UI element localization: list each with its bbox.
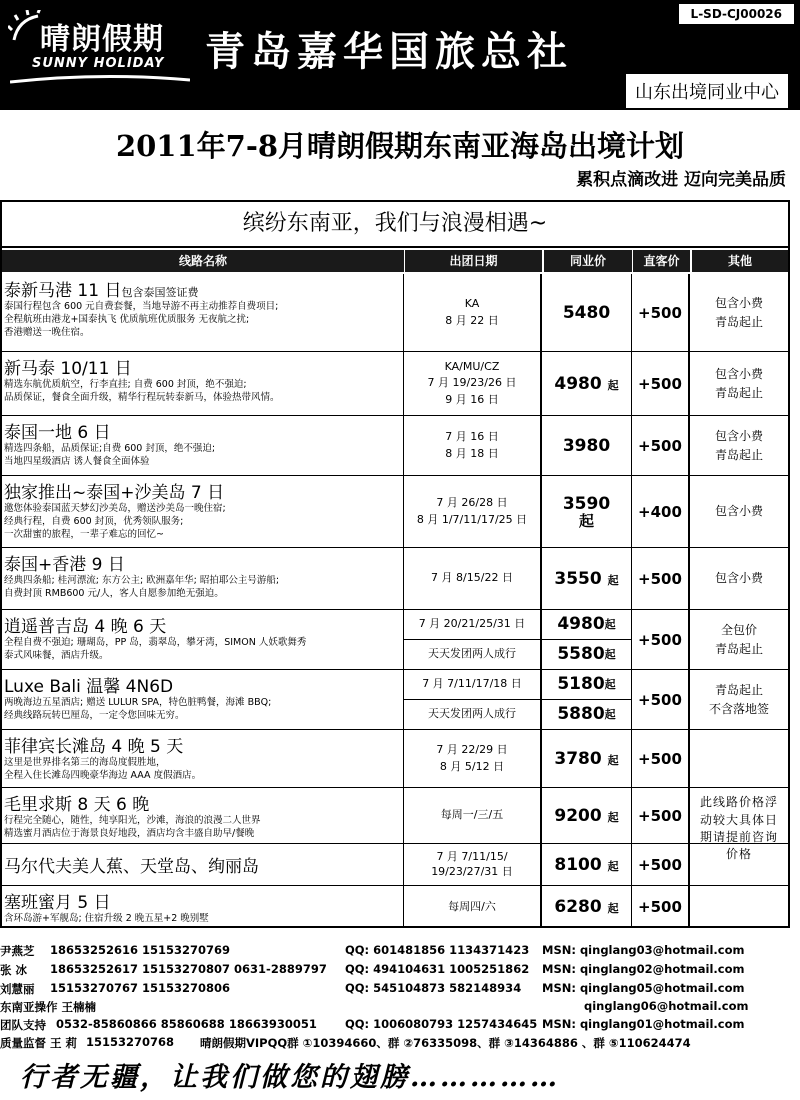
contact-msn: qinglang06@hotmail.com [584, 999, 749, 1013]
date-text: 7 月 16 日 [445, 430, 499, 443]
route-desc: 全程自费不强迫; 珊瑚岛，PP 岛，翡翠岛，攀牙湾，SIMON 人妖歌舞秀 [4, 637, 307, 648]
other-text: 青岛起止 [714, 385, 763, 400]
trade-price: 9200 起 [554, 805, 619, 826]
route-title: 马尔代夫美人蕉、天堂岛、绚丽岛 [4, 857, 259, 877]
route-table [0, 200, 790, 928]
contact-msn: MSN: qinglang05@hotmail.com [542, 981, 745, 995]
date-text: KA [464, 297, 480, 310]
table-row [2, 610, 788, 670]
date-cell [404, 416, 542, 475]
other-text: 包含小费 [714, 504, 763, 519]
other-text: 青岛起止 [714, 641, 763, 656]
date-text: 7 月 7/11/15/ [436, 850, 508, 864]
date-cell [404, 730, 542, 787]
route-cell [2, 670, 404, 729]
table-row [2, 548, 788, 610]
trade-price: 5180 起 [542, 670, 631, 700]
trade-price: 3780 起 [554, 748, 619, 769]
contact-msn: MSN: qinglang01@hotmail.com [542, 1017, 745, 1031]
price-cell [542, 788, 632, 843]
column-header-other: 其他 [692, 250, 788, 272]
sunny-holiday-logo [8, 6, 188, 86]
date-text: 9 月 16 日 [445, 392, 499, 406]
route-desc: 香港赠送一晚住宿。 [4, 326, 90, 338]
trade-price: 6280 起 [554, 897, 619, 917]
price-cell [542, 730, 632, 787]
price-cell [542, 476, 632, 547]
date-cell [404, 844, 542, 885]
route-desc: 两晚海边五星酒店; 赠送 LULUR SPA，特色脏鸭餐，海滩 BBQ; [4, 697, 272, 708]
route-desc: 精选蜜月酒店位于海景良好地段，酒店均含丰盛自助早/餐晚 [4, 827, 255, 839]
table-row [2, 886, 788, 928]
contact-name: 质量监督 王 莉 [0, 1036, 78, 1050]
contact-phones: 15153270768 [86, 1035, 175, 1049]
quality-slogan: 累积点滴改进 迈向完美品质 [576, 170, 786, 190]
direct-price: +500 [632, 274, 690, 351]
direct-price: +400 [632, 476, 690, 547]
direct-price: +500 [632, 788, 690, 843]
price-cell [542, 844, 632, 885]
contact-name: 张 冰 [0, 963, 28, 977]
route-cell [2, 274, 404, 351]
other-cell [690, 476, 788, 547]
date-text: 8 月 18 日 [445, 446, 499, 460]
trade-price: 5580 起 [557, 644, 616, 665]
other-text: 青岛起止 [714, 447, 763, 462]
date-text: 7 月 26/28 日 [436, 496, 508, 509]
date-cell [404, 352, 542, 415]
other-text: 包含小费 [714, 571, 763, 586]
other-cell [690, 352, 788, 415]
table-row [2, 844, 788, 886]
table-row [2, 670, 788, 730]
trade-price: 3550 起 [554, 568, 619, 589]
date-text: 天天发团两人成行 [428, 647, 516, 660]
date-text: 7 月 8/15/22 日 [431, 571, 513, 585]
route-title: 泰国+香港 9 日 [4, 555, 125, 575]
date-cell [404, 548, 542, 609]
route-title: 菲律宾长滩岛 4 晚 5 天 [4, 737, 184, 757]
route-desc: 经典行程，自费 600 封顶，优秀领队服务; [4, 515, 184, 527]
trade-price: 4980 起 [554, 373, 619, 394]
route-cell [2, 844, 404, 885]
route-title: 新马泰 10/11 日 [4, 359, 132, 379]
contact-list [0, 941, 800, 1053]
contact-qq: 晴朗假期VIPQQ群 ①10394660、群 ②76335098、群 ③14364886 、群 ⑤110624474 [200, 1036, 691, 1050]
route-title: 独家推出~泰国+沙美岛 7 日 [4, 483, 225, 503]
route-title: 塞班蜜月 5 日 [4, 893, 111, 913]
table-banner: 缤纷东南亚，我们与浪漫相遇~ [2, 202, 788, 248]
other-text: 青岛起止 [714, 314, 763, 329]
date-cell [404, 788, 542, 843]
date-cell [404, 670, 542, 729]
other-cell [690, 416, 788, 475]
date-text: 每周四/六 [448, 899, 496, 913]
route-desc: 一次甜蜜的旅程，一辈子难忘的回忆~ [4, 528, 164, 540]
price-suffix: 起 [578, 512, 594, 530]
route-cell [2, 548, 404, 609]
contact-msn: MSN: qinglang02@hotmail.com [542, 962, 745, 976]
price-cell [542, 416, 632, 475]
price-cell [542, 352, 632, 415]
direct-price: +500 [632, 352, 690, 415]
contact-phones: 18653252616 15153270769 [50, 943, 231, 957]
price-cell [542, 610, 632, 669]
route-desc: 当地四星级酒店 诱人餐食全面体验 [4, 455, 150, 467]
date-text: 8 月 22 日 [445, 313, 499, 327]
route-cell [2, 886, 404, 928]
route-desc: 行程完全随心，随性，纯享阳光，沙滩，海浪的浪漫二人世界 [4, 815, 261, 826]
date-text: KA/MU/CZ [444, 359, 500, 373]
column-header-trade-price: 同业价 [544, 250, 632, 272]
date-cell [404, 886, 542, 928]
date-text: 7 月 19/23/26 日 [427, 376, 517, 390]
route-desc: 这里是世界排名第三的海岛度假胜地， [4, 757, 166, 768]
date-cell [404, 610, 542, 669]
route-title: 逍遥普吉岛 4 晚 6 天 [4, 617, 167, 637]
date-text: 8 月 1/7/11/17/25 日 [416, 512, 528, 526]
other-cell [690, 610, 788, 669]
route-desc: 自费封顶 RMB600 元/人，客人自愿参加绝无强迫。 [4, 587, 224, 599]
route-cell [2, 476, 404, 547]
contact-phones: 18653252617 15153270807 0631-2889797 [50, 962, 327, 976]
column-header-direct-price: 直客价 [633, 250, 690, 272]
header-band [0, 0, 800, 110]
direct-price: +500 [632, 730, 690, 787]
trade-price: 3980 [562, 435, 611, 456]
logo-english-text: SUNNY HOLIDAY [32, 56, 165, 71]
other-cell [690, 274, 788, 351]
route-title: 毛里求斯 8 天 6 晚 [4, 795, 150, 815]
route-desc: 全程航班由港龙+国泰执飞 优质航班优质服务 无夜航之扰; [4, 313, 250, 325]
footer-slogan: 行者无疆，让我们做您的翅膀…………… [20, 1062, 560, 1093]
column-header-route: 线路名称 [2, 250, 404, 272]
date-cell [404, 476, 542, 547]
other-text: 包含小费 [714, 428, 763, 443]
route-desc: 品质保证，餐食全面升级，精华行程玩转泰新马，体验热带风情。 [4, 391, 280, 403]
date-text: 7 月 20/21/25/31 日 [404, 610, 540, 640]
route-desc: 精选四条船，品质保证;自费 600 封顶，绝不强迫; [4, 443, 216, 454]
route-desc: 经典四条船; 桂河漂流; 东方公主; 欧洲嘉年华; 昭拍耶公主号游船; [4, 575, 280, 586]
price-cell [542, 548, 632, 609]
price-cell [542, 274, 632, 351]
contact-name: 刘慧丽 [0, 982, 35, 996]
direct-price: +500 [632, 610, 690, 669]
direct-price: +500 [632, 548, 690, 609]
date-text: 19/23/27/31 日 [431, 864, 513, 878]
business-center: 山东出境同业中心 [626, 74, 788, 108]
other-text: 全包价 [720, 622, 757, 637]
swoosh-icon [10, 72, 190, 86]
route-cell [2, 788, 404, 843]
route-title: 泰国一地 6 日 [4, 423, 111, 443]
date-text: 7 月 7/11/17/18 日 [404, 670, 540, 700]
route-desc: 邀您体验泰国蓝天梦幻沙美岛，赠送沙美岛一晚住宿; [4, 503, 226, 514]
date-cell [404, 274, 542, 351]
contact-qq: QQ: 601481856 1134371423 [345, 943, 530, 957]
table-row [2, 352, 788, 416]
contact-name: 东南亚操作 王楠楠 [0, 1000, 97, 1014]
column-header-date: 出团日期 [405, 250, 542, 272]
trade-price: 3590 [562, 494, 611, 514]
table-row [2, 416, 788, 476]
contact-qq: QQ: 1006080793 1257434645 [345, 1017, 538, 1031]
trade-price: 5480 [562, 302, 611, 323]
table-row [2, 476, 788, 548]
table-row [2, 788, 788, 844]
route-desc: 泰式风味餐，酒店升级。 [4, 649, 109, 661]
contact-qq: QQ: 545104873 582148934 [345, 981, 522, 995]
route-title: 泰新马港 11 日包含泰国签证费 [4, 281, 199, 301]
route-title: Luxe Bali 温馨 4N6D [4, 677, 174, 697]
contact-name: 团队支持 [0, 1018, 46, 1032]
direct-price: +500 [632, 416, 690, 475]
logo-chinese-text: 晴朗假期 [40, 22, 164, 57]
date-text: 天天发团两人成行 [428, 707, 516, 720]
route-cell [2, 416, 404, 475]
route-cell [2, 730, 404, 787]
table-row [2, 730, 788, 788]
table-row [2, 274, 788, 352]
contact-msn: MSN: qinglang03@hotmail.com [542, 943, 745, 957]
contact-qq: QQ: 494104631 1005251862 [345, 962, 530, 976]
date-text: 每周一/三/五 [440, 808, 504, 822]
price-cell [542, 670, 632, 729]
direct-price: +500 [632, 670, 690, 729]
route-cell [2, 352, 404, 415]
trade-price: 4980 起 [542, 610, 631, 640]
price-cell [542, 886, 632, 928]
other-text: 青岛起止 [714, 682, 763, 697]
route-cell [2, 610, 404, 669]
route-desc: 全程入住长滩岛四晚豪华海边 AAA 度假酒店。 [4, 769, 202, 781]
contact-phones: 15153270767 15153270806 [50, 981, 231, 995]
route-desc: 含环岛游+军舰岛; 住宿升级 2 晚五星+2 晚别墅 [4, 913, 209, 924]
price-note: 此线路价格浮动较大具体日期请提前咨询价格 [699, 795, 778, 862]
page-title: 2011年7-8月晴朗假期东南亚海岛出境计划 [115, 129, 685, 163]
date-text: 7 月 22/29 日 [436, 743, 508, 756]
trade-price: 5880 起 [557, 704, 616, 725]
company-name: 青岛嘉华国旅总社 [205, 28, 573, 75]
trade-price: 8100 起 [554, 854, 619, 875]
contact-name: 尹燕芝 [0, 944, 35, 958]
date-text: 8 月 5/12 日 [439, 759, 505, 773]
route-desc: 精选东航优质航空，行李直挂; 自费 600 封顶，绝不强迫; [4, 379, 247, 390]
other-text: 包含小费 [714, 366, 763, 381]
other-text: 不含落地签 [708, 701, 769, 716]
other-text: 包含小费 [714, 295, 763, 310]
direct-price: +500 [632, 844, 690, 885]
other-cell [690, 548, 788, 609]
other-cell [690, 670, 788, 729]
route-desc: 经典线路玩转巴厘岛，一定令您回味无穷。 [4, 709, 185, 721]
direct-price: +500 [632, 886, 690, 928]
route-desc: 泰国行程包含 600 元自费套餐，当地导游不再主动推荐自费项目; [4, 301, 279, 312]
contact-phones: 0532-85860866 85860688 18663930051 [56, 1017, 317, 1031]
license-code: L-SD-CJ00026 [679, 4, 794, 24]
